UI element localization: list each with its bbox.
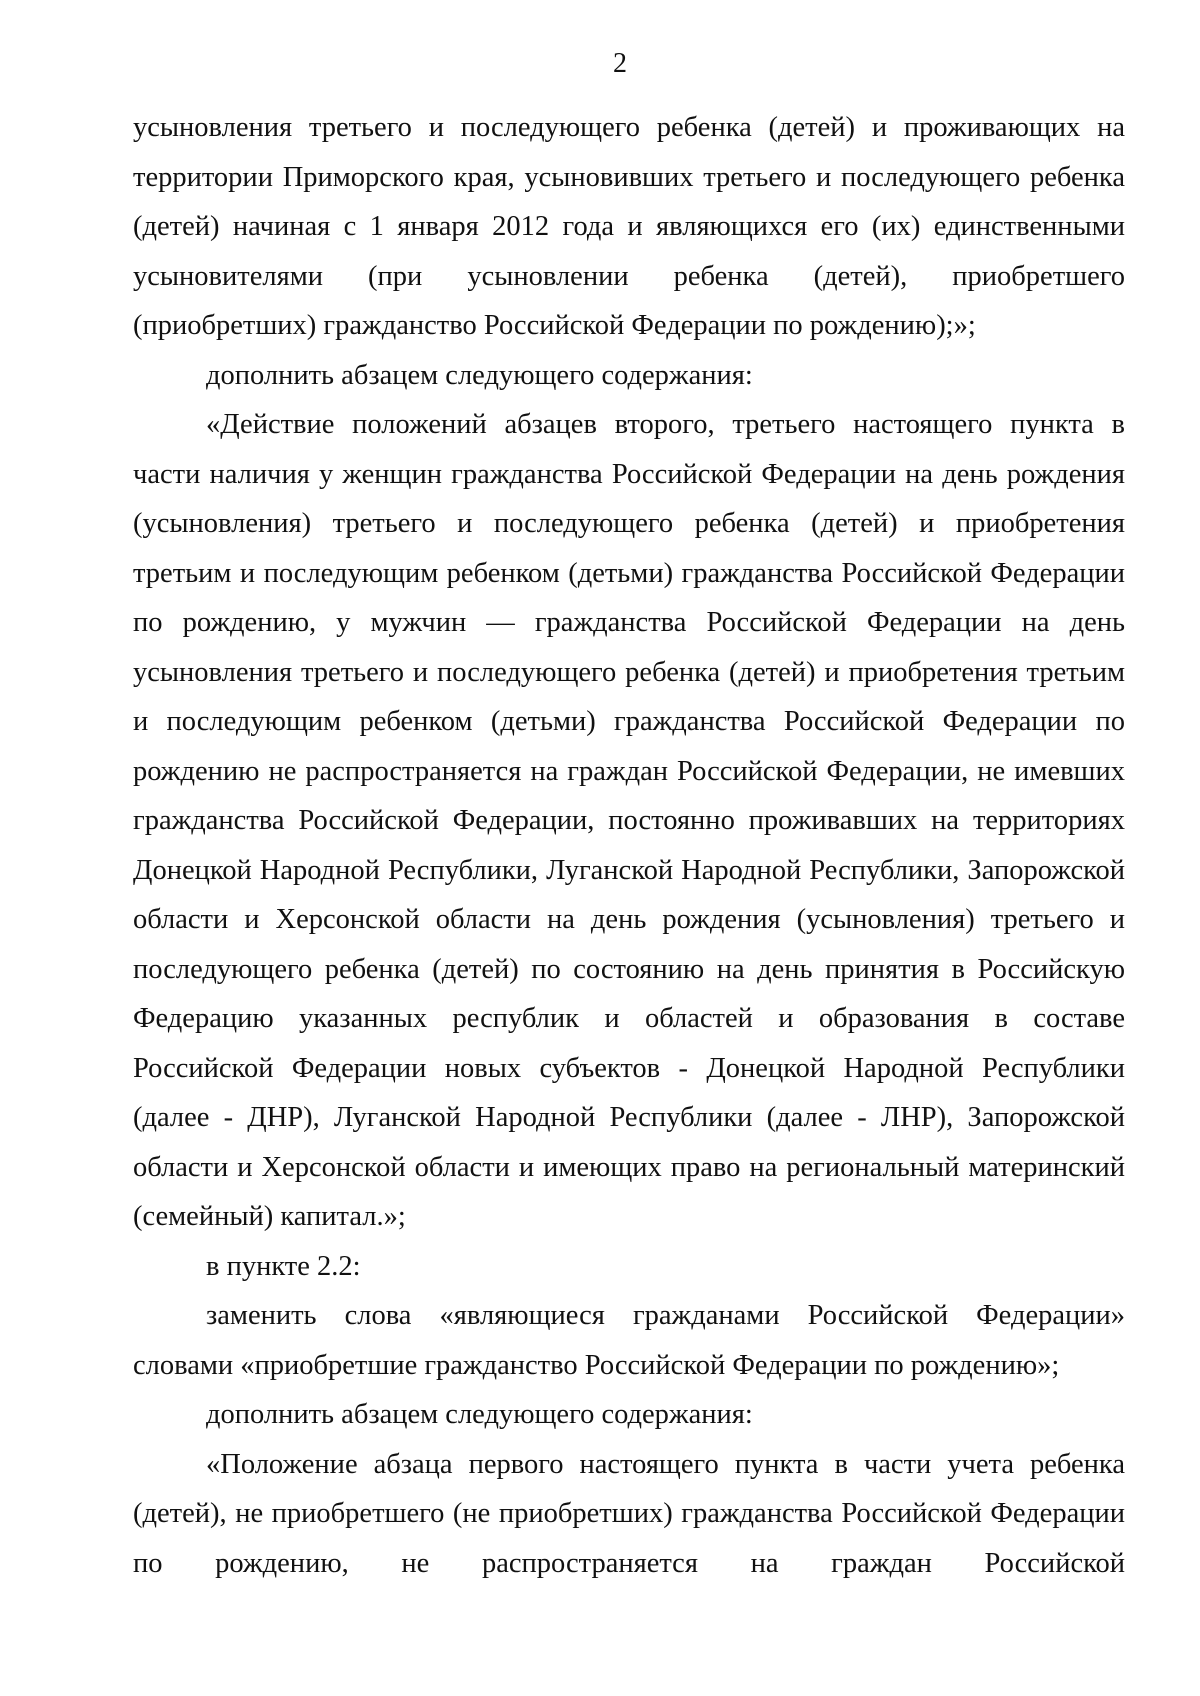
paragraph-add-clause-2: дополнить абзацем следующего содержания: bbox=[206, 1399, 753, 1430]
paragraph-point-heading: в пункте 2.2: bbox=[206, 1250, 361, 1282]
paragraph-add-clause: дополнить абзацем следующего содержания: bbox=[206, 359, 753, 391]
document-body bbox=[133, 103, 1125, 1588]
page-number: 2 bbox=[613, 48, 627, 79]
paragraph-continued: усыновления третьего и последующего ребенка (детей) и проживающих на территории Приморского края, усыновивших третьего и последующего ребенка (детей) начиная с 1 января 2012 года и являющихся его (их) единственными усыновителями (при усыновлении ребенка (детей), приобретшего (приобретших) гражданство Российской Федерации по рождению);»; bbox=[133, 112, 1125, 341]
paragraph-quoted-provision-2: «Положение абзаца первого настоящего пункта в части учета ребенка (детей), не приобретшего (не приобретших) гражданства Российской Федерации по рождению, не распространяется на граждан Российской bbox=[133, 1448, 1125, 1579]
paragraph-quoted-provision: «Действие положений абзацев второго, третьего настоящего пункта в части наличия у женщин гражданства Российской Федерации на день рождения (усыновления) третьего и последующего ребенка (детей) и приобретения третьим и последующим ребенком (детьми) гражданства Российской Федерации по рождению, у мужчин — гражданства Российской Федерации на день усыновления третьего и последующего ребенка (детей) и приобретения третьим и последующим ребенком (детьми) гражданства Российской Федерации по рождению не распространяется на граждан Российской Федерации, не имевших гражданства Российской Федерации, постоянно проживавших на территориях Донецкой Народной Республики, Луганской Народной Республики, Запорожской области и Херсонской области на день рождения (усыновления) третьего и последующего ребенка (детей) по состоянию на день принятия в Российскую Федерацию указанных республик и областей и образования в составе Российской Федерации новых субъектов - Донецкой Народной Республики (далее - ДНР), Луганской Народной Республики (далее - ЛНР), Запорожской области и Херсонской области и имеющих право на региональный материнский (семейный) капитал.»; bbox=[133, 409, 1125, 1232]
paragraph-replace-words: заменить слова «являющиеся гражданами Российской Федерации» словами «приобретшие гражданство Российской Федерации по рождению»; bbox=[133, 1300, 1125, 1381]
